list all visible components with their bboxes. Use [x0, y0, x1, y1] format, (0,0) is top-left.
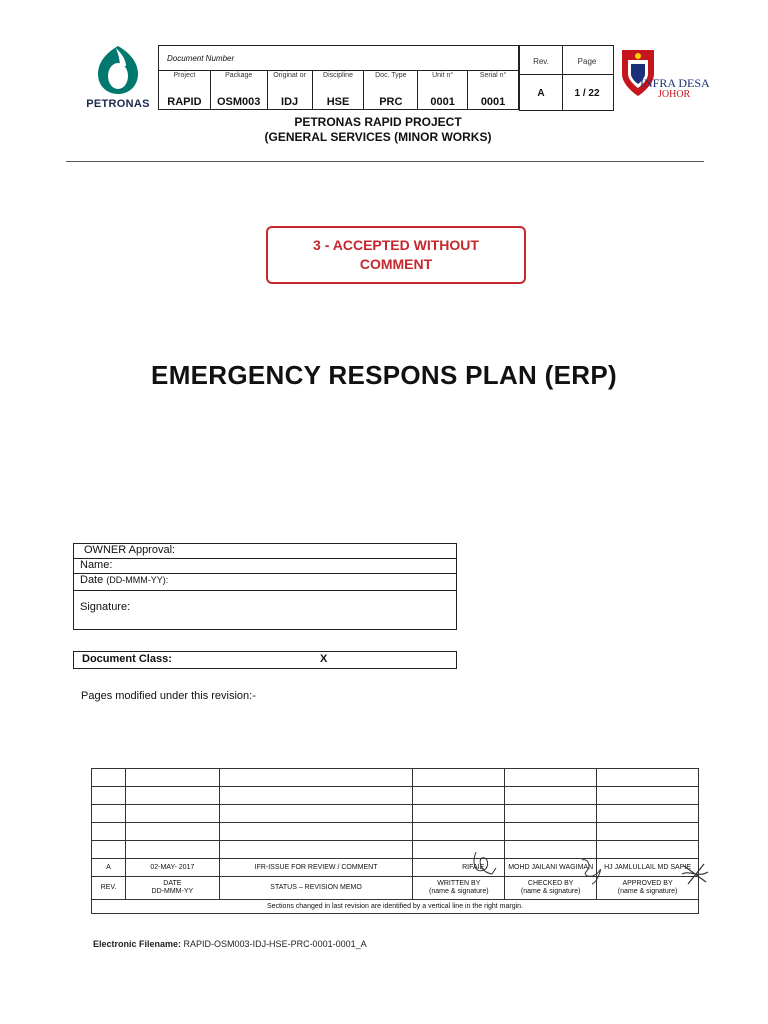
date-header — [125, 877, 219, 900]
revision-footnote: Sections changed in last revision are identified by a vertical line in the right margin. — [92, 900, 699, 914]
rev-label: Rev. — [533, 57, 549, 66]
approved-by-header-text: APPROVED BY — [622, 880, 673, 887]
date-label: Date — [80, 574, 104, 586]
stamp-line1: 3 - ACCEPTED WITHOUT — [313, 237, 479, 253]
field-value: 0001 — [430, 96, 455, 108]
field-value: HSE — [326, 96, 350, 108]
electronic-filename — [93, 939, 367, 949]
document-class-box — [73, 651, 457, 669]
field-value: RAPID — [167, 96, 202, 108]
field-package — [210, 71, 267, 110]
field-doc-type — [364, 71, 418, 110]
project-title — [158, 115, 598, 145]
signature-row — [74, 591, 456, 629]
field-caption: Discipline — [323, 72, 353, 79]
document-number-label: Document Number — [159, 46, 519, 71]
revision-entry-row — [92, 859, 699, 877]
table-row — [92, 823, 699, 841]
field-caption: Unit n° — [432, 72, 454, 79]
status-header: STATUS – REVISION MEMO — [219, 877, 413, 900]
signature-note: (name & signature) — [520, 888, 581, 895]
field-unit — [418, 71, 468, 110]
date-header-format: DD-MMM-YY — [151, 888, 194, 895]
checked-by-cell: MOHD JAILANI WAGIMAN — [505, 859, 597, 877]
signature-label: Signature: — [80, 601, 131, 613]
written-by-header-text: WRITTEN BY — [437, 880, 481, 887]
owner-approval-title-text: OWNER Approval: — [84, 544, 176, 556]
date-cell: 02-MAY- 2017 — [125, 859, 219, 877]
status-cell: IFR-ISSUE FOR REVIEW / COMMENT — [219, 859, 413, 877]
table-row — [92, 769, 699, 787]
page-box — [561, 45, 614, 111]
infra-desa-text: INFRA DESA — [640, 76, 710, 90]
page-value: 1 / 22 — [574, 88, 600, 99]
approved-by-cell: HJ JAMLULLAIL MD SAPIE — [597, 859, 699, 877]
petronas-wordmark: PETRONAS — [86, 98, 150, 110]
approved-by-signature-icon — [680, 860, 710, 888]
document-title: EMERGENCY RESPONS PLAN (ERP) — [151, 360, 617, 390]
name-label: Name: — [80, 559, 113, 571]
petronas-emblem-icon — [86, 44, 150, 96]
table-row — [92, 841, 699, 859]
date-format: (DD-MMM-YY): — [106, 575, 169, 585]
stamp-line2: COMMENT — [359, 256, 433, 272]
field-serial — [468, 71, 519, 110]
infra-desa-logo — [618, 48, 718, 104]
pages-modified-note: Pages modified under this revision:- — [81, 690, 256, 702]
signature-note: (name & signature) — [617, 888, 678, 895]
signature-note: (name & signature) — [429, 888, 489, 895]
written-by-signature-icon — [470, 848, 500, 878]
header-divider — [66, 161, 704, 162]
project-title-line2: (GENERAL SERVICES (MINOR WORKS) — [264, 130, 492, 144]
written-by-name: RIFAIE — [462, 864, 485, 871]
field-value: PRC — [379, 96, 403, 108]
field-value: IDJ — [281, 96, 299, 108]
project-title-line1: PETRONAS RAPID PROJECT — [294, 115, 462, 129]
field-caption: Serial n° — [479, 72, 507, 79]
revision-header-row — [92, 877, 699, 900]
checked-by-signature-icon — [578, 856, 606, 886]
date-header-text: DATE — [163, 880, 182, 887]
document-number-table — [158, 45, 519, 110]
owner-approval-title — [74, 544, 456, 559]
name-row — [74, 559, 456, 574]
document-class-value: X — [320, 653, 328, 665]
rev-header: REV. — [92, 877, 126, 900]
field-caption: Doc. Type — [375, 72, 407, 79]
owner-approval-box — [73, 543, 457, 630]
petronas-logo — [86, 44, 150, 110]
rev-value: A — [537, 88, 545, 99]
written-by-header — [413, 877, 505, 900]
page-label: Page — [577, 57, 597, 66]
table-row — [92, 805, 699, 823]
acceptance-stamp — [266, 226, 526, 284]
field-value: OSM003 — [217, 96, 261, 108]
field-discipline — [312, 71, 364, 110]
revision-table — [91, 768, 699, 914]
table-row — [92, 787, 699, 805]
field-caption: Project — [173, 72, 196, 79]
field-project — [159, 71, 211, 110]
checked-by-header-text: CHECKED BY — [527, 880, 574, 887]
johor-text: JOHOR — [658, 89, 691, 100]
footnote-row — [92, 900, 699, 914]
electronic-filename-value: RAPID-OSM003-IDJ-HSE-PRC-0001-0001_A — [183, 939, 367, 949]
date-row — [74, 574, 456, 591]
document-class-label: Document Class: — [82, 653, 172, 665]
rev-cell: A — [92, 859, 126, 877]
field-originator — [267, 71, 312, 110]
field-value: 0001 — [480, 96, 506, 108]
revision-box — [519, 45, 563, 111]
field-caption: Package — [225, 72, 253, 79]
field-caption: Originat or — [273, 72, 306, 79]
electronic-filename-label: Electronic Filename: — [93, 939, 182, 949]
